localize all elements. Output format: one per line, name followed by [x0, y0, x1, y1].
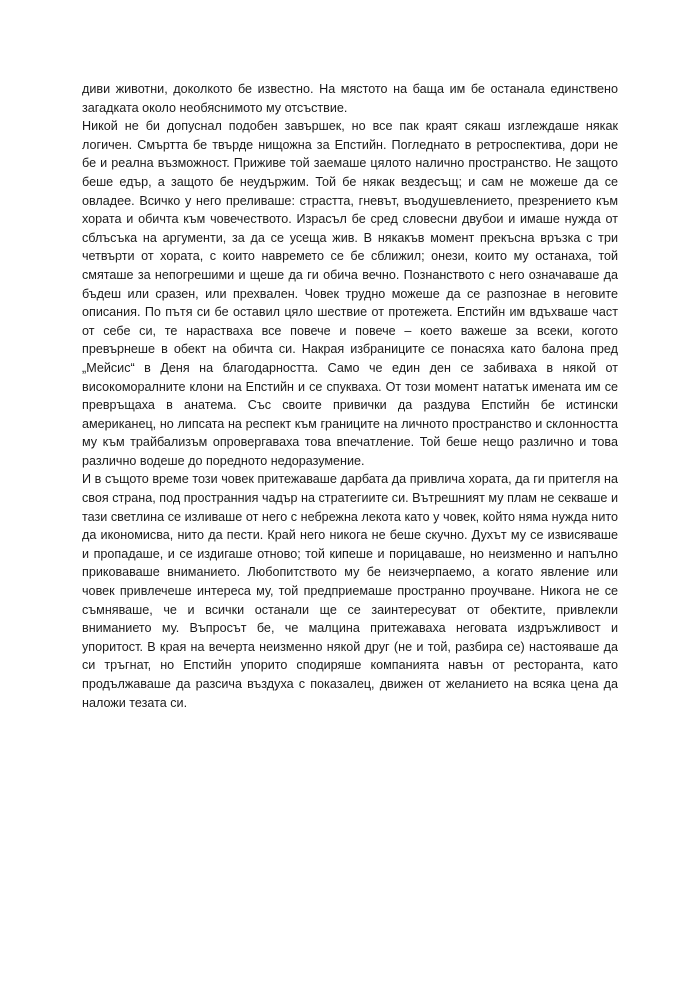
- paragraph: И в същото време този човек притежаваше дарбата да привлича хората, да ги притегля на своя страна, под пространния чадър на стратегиите си. Вътрешният му плам не секваше и тази светлина се изливаше от него с небрежна лекота като у човек, който няма нужда нито да икономисва, нито да пести. Край него никога не беше скучно. Духът му се извисяваше и пропадаше, и се издигаше отново; той кипеше и порицаваше, но неизменно и напълно приковаваше вниманието. Любопитството му бе неизчерпаемо, а когато явление или човек привлечеше интереса му, той предприемаше пространно проучване. Никога не се съмняваше, че и всички останали ще се заинтересуват от обектите, привлекли вниманието му. Въпросът бе, че малцина притежаваха неговата издръжливост и упоритост. В края на вечерта неизменно някой друг (не и той, разбира се) настояваше да си тръгнат, но Епстийн упорито сподиряше компанията навън от ресторанта, като продължаваше да разсича въздуха с показалец, движен от желанието на всяка цена да наложи тезата си.: [82, 472, 618, 710]
- body-text: [82, 80, 618, 712]
- paragraph: Никой не би допуснал подобен завършек, но все пак краят сякаш изглеждаше някак логичен. Смъртта бе твърде нищожна за Епстийн. Погледнато в ретроспектива, дори не бе и реална възможност. Приживе той заемаше цялото налично пространство. Не защото беше едър, а защото бе неудържим. Той бе някак вездесъщ; и сам не можеше да се овладее. Всичко у него преливаше: страстта, гневът, въодушевлението, презрението към хората и обичта към човечеството. Израсъл бе сред словесни двубои и имаше нужда от сблъсъка на аргументи, за да се усеща жив. В някакъв момент прекъсна връзка с три четвърти от хората, с които навремето се бе сближил; онези, които му останаха, той смяташе за непогрешими и щеше да ги обича вечно. Познанството с него означаваше да бъдеш или сразен, или прехвален. Човек трудно можеше да се разпознае в неговите описания. По пътя си бе оставил цяло шествие от протежета. Епстийн им вдъхваше част от себе си, те нарастваха все повече и повече – което важеше за всеки, когото превърнеше в обект на обичта си. Накрая избраниците се понасяха като балона пред „Мейсис“ в Деня на благодарността. Само че един ден се забиваха в някой от високоморалните клони на Епстийн и се спукваха. От този момент нататък имената им се превръщаха в анатема. Със своите привички да раздува Епстийн бе истински американец, но липсата на респект към границите на личното пространство и склонността му към трайбализъм опровергаваха това впечатление. Той беше нещо различно и това различно водеше до поредното недоразумение.: [82, 119, 618, 468]
- paragraph: диви животни, доколкото бе известно. На мястото на баща им бе останала единствено загадката около необяснимото му отсъствие.: [82, 82, 618, 115]
